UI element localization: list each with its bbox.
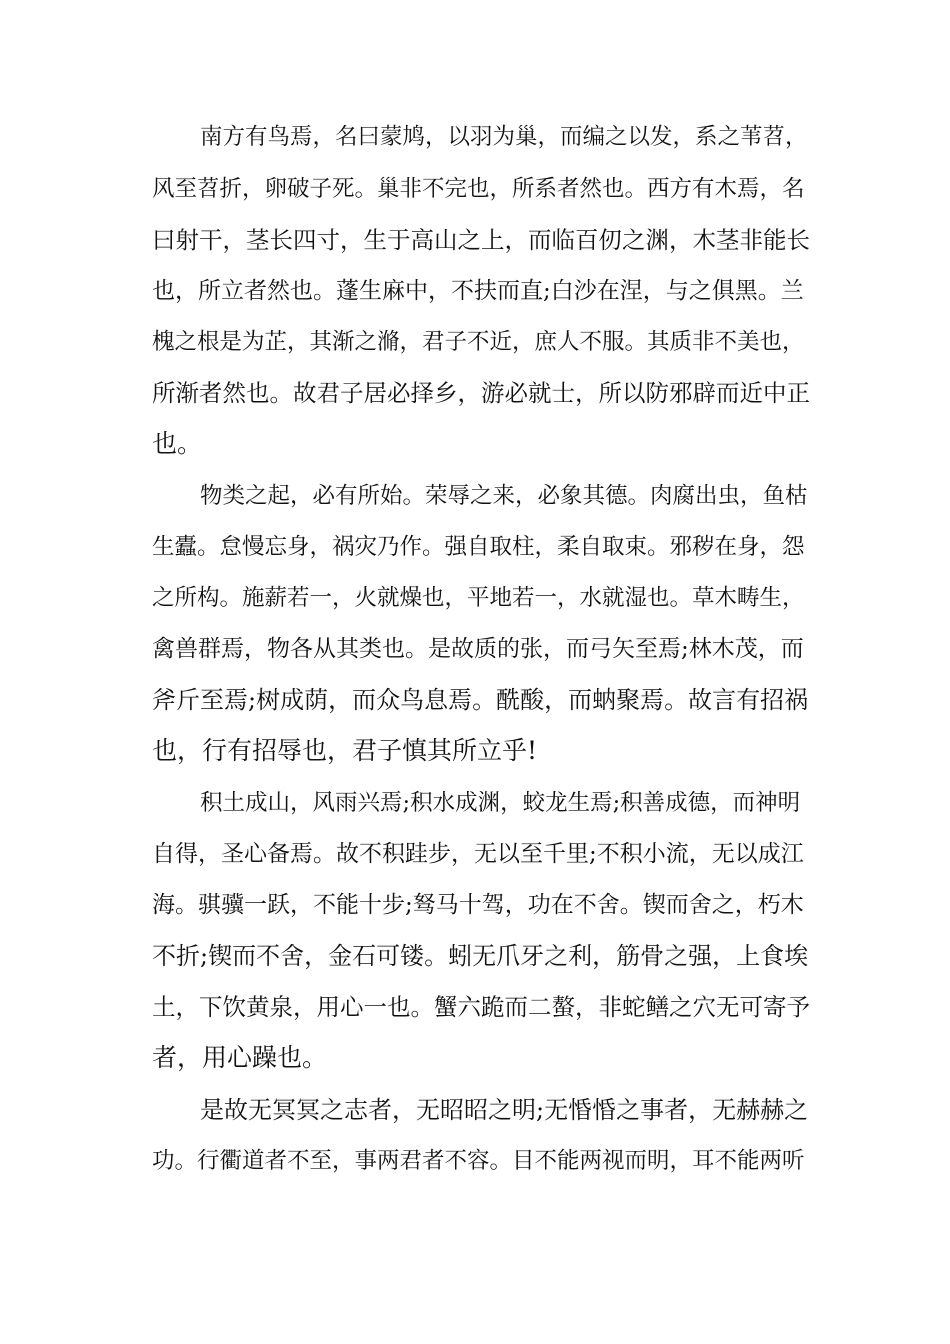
- paragraph-1-line-3: 曰射干，茎长四寸，生于高山之上，而临百仞之渊，木茎非能长: [152, 226, 810, 254]
- paragraph-3-line-5: 土，下饮黄泉，用心一也。蟹六跪而二螯，非蛇鳝之穴无可寄予: [152, 993, 810, 1021]
- paragraph-4-line-1: 是故无冥冥之志者，无昭昭之明;无惛惛之事者，无赫赫之: [200, 1096, 809, 1124]
- paragraph-3-line-6: 者，用心躁也。: [152, 1043, 328, 1072]
- paragraph-2-line-5: 斧斤至焉;树成荫，而众鸟息焉。酰酸，而蚋聚焉。故言有招祸: [152, 686, 809, 714]
- paragraph-1-line-1: 南方有鸟焉，名曰蒙鸠，以羽为巢，而编之以发，系之苇苕，: [200, 124, 808, 150]
- paragraph-2-line-6: 也，行有招辱也，君子慎其所立乎!: [152, 736, 538, 765]
- paragraph-3-line-3: 海。骐骥一跃，不能十步;驽马十驾，功在不舍。锲而舍之，朽木: [152, 892, 804, 918]
- paragraph-3-line-4: 不折;锲而不舍，金石可镂。蚓无爪牙之利，筋骨之强，上食埃: [152, 942, 809, 970]
- paragraph-2-line-3: 之所构。施薪若一，火就燥也，平地若一，水就湿也。草木畴生，: [152, 585, 805, 611]
- paragraph-1-line-4: 也，所立者然也。蓬生麻中，不扶而直;白沙在涅，与之俱黑。兰: [152, 278, 804, 304]
- paragraph-1-line-2: 风至苕折，卵破子死。巢非不完也，所系者然也。西方有木焉，名: [152, 176, 805, 202]
- paragraph-1-line-5: 槐之根是为芷，其渐之滫，君子不近，庶人不服。其质非不美也，: [152, 329, 805, 355]
- paragraph-1-line-7: 也。: [152, 429, 203, 458]
- paragraph-2-line-4: 禽兽群焉，物各从其类也。是故质的张，而弓矢至焉;林木茂，而: [152, 636, 804, 662]
- paragraph-3-line-2: 自得，圣心备焉。故不积跬步，无以至千里;不积小流，无以成江: [152, 841, 804, 867]
- paragraph-4-line-2: 功。行衢道者不至，事两君者不容。目不能两视而明，耳不能两听: [152, 1148, 805, 1174]
- paragraph-2-line-1: 物类之起，必有所始。荣辱之来，必象其德。肉腐出虫，鱼枯: [200, 483, 808, 509]
- paragraph-1-line-6: 所渐者然也。故君子居必择乡，游必就士，所以防邪辟而近中正: [152, 379, 810, 407]
- paragraph-2-line-2: 生蠹。怠慢忘身，祸灾乃作。强自取柱，柔自取束。邪秽在身，怨: [152, 534, 805, 560]
- paragraph-3-line-1: 积土成山，风雨兴焉;积水成渊，蛟龙生焉;积善成德，而神明: [200, 790, 801, 816]
